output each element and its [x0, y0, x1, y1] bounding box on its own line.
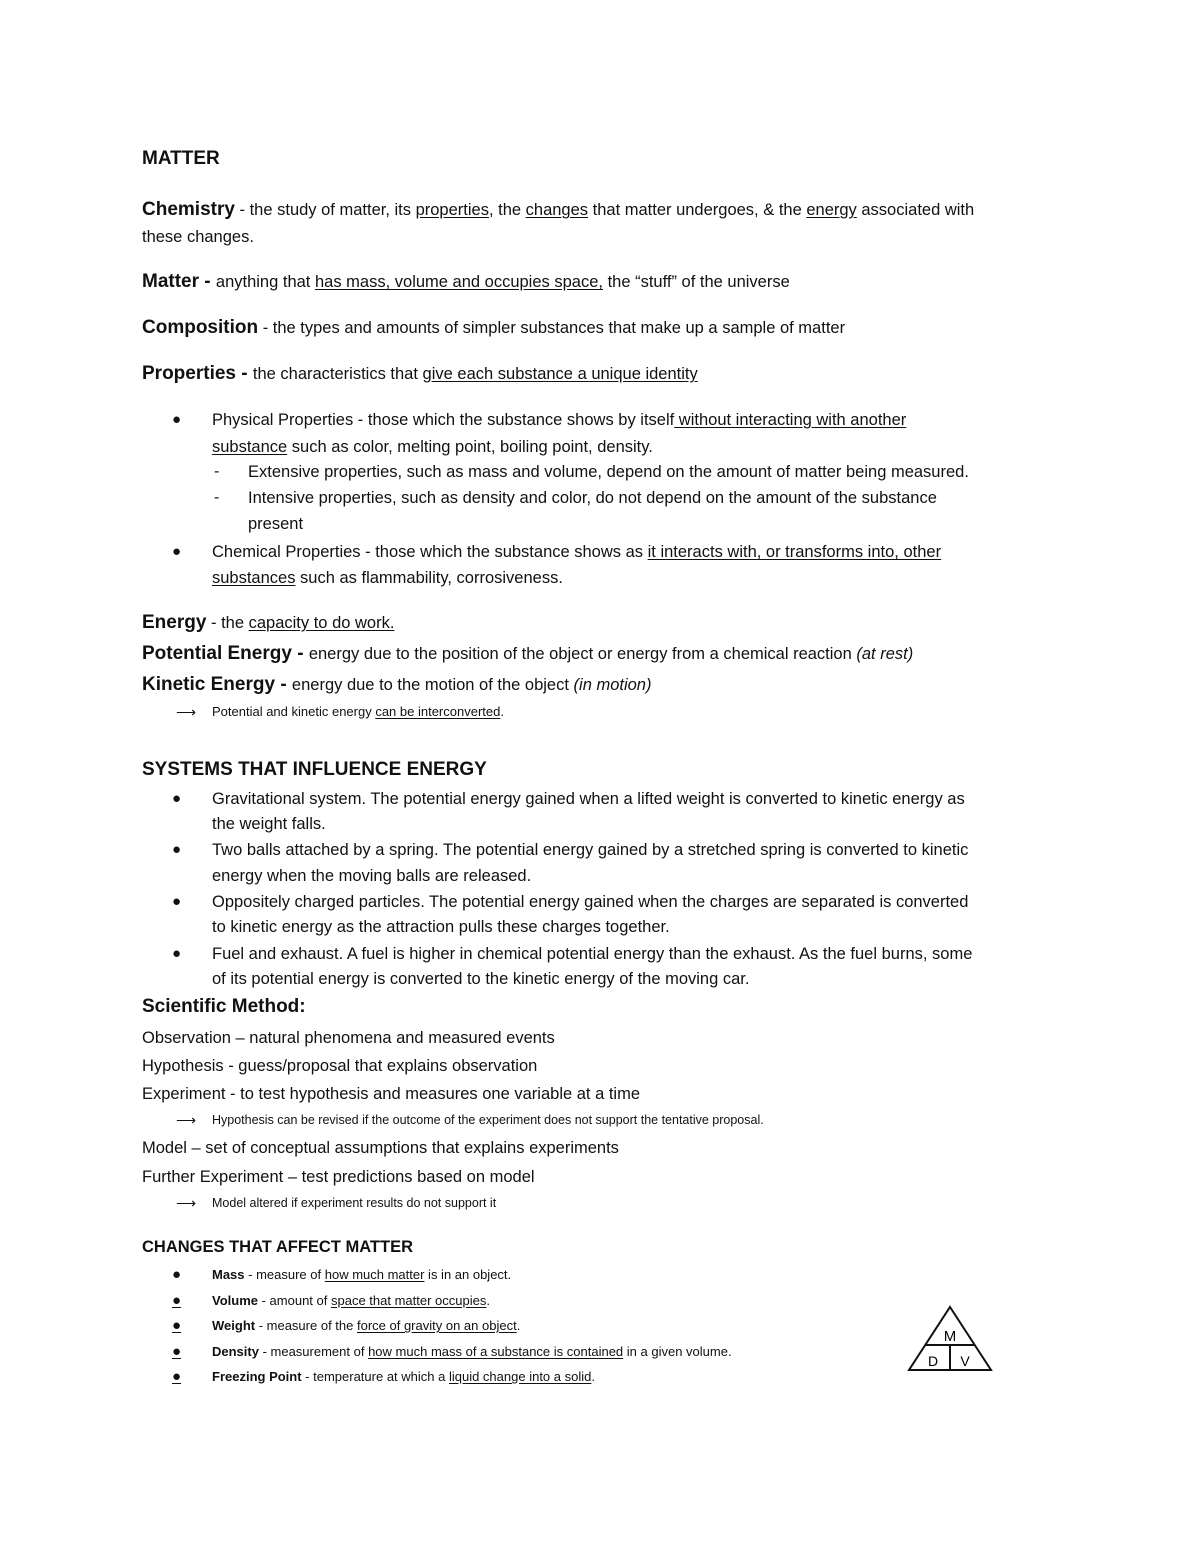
systems-heading: SYSTEMS THAT INFLUENCE ENERGY — [142, 759, 487, 780]
bullet-icon: ● — [172, 1343, 182, 1360]
physical-properties-line2: substance such as color, melting point, boiling point, density. — [212, 438, 653, 456]
scientific-method-heading: Scientific Method: — [142, 996, 306, 1017]
matter-definition: Matter - anything that has mass, volume and occupies space, the “stuff” of the universe — [142, 271, 790, 292]
bullet-icon: ● — [172, 411, 182, 428]
system-spring: Two balls attached by a spring. The potential energy gained by a stretched spring is converted to kinetic — [212, 841, 969, 859]
arrow-right-icon: ⟶ — [176, 1112, 197, 1128]
triangle-volume-label: V — [960, 1353, 970, 1369]
change-weight: Weight - measure of the force of gravity on an object. — [212, 1318, 521, 1333]
change-mass: Mass - measure of how much matter is in an object. — [212, 1267, 512, 1282]
change-freezing-point: Freezing Point - temperature at which a liquid change into a solid. — [212, 1369, 595, 1384]
composition-definition: Composition - the types and amounts of simpler substances that make up a sample of matter — [142, 317, 846, 338]
extensive-properties: Extensive properties, such as mass and volume, depend on the amount of matter being measured. — [248, 463, 969, 481]
potential-energy-definition: Potential Energy - energy due to the position of the object or energy from a chemical reaction (at rest) — [142, 643, 914, 664]
bullet-icon: ● — [172, 893, 182, 910]
method-model-note: Model altered if experiment results do not support it — [212, 1196, 497, 1210]
system-fuel-exhaust-line2: of its potential energy is converted to the kinetic energy of the moving car. — [212, 970, 750, 988]
method-further-experiment: Further Experiment – test predictions based on model — [142, 1168, 535, 1186]
bullet-icon: ● — [172, 945, 182, 962]
intensive-properties: Intensive properties, such as density and color, do not depend on the amount of the substance — [248, 489, 937, 507]
changes-heading: CHANGES THAT AFFECT MATTER — [142, 1238, 414, 1256]
bullet-icon: ● — [172, 1317, 182, 1334]
method-hypothesis-note: Hypothesis can be revised if the outcome of the experiment does not support the tentative proposal. — [212, 1113, 764, 1127]
kinetic-energy-definition: Kinetic Energy - energy due to the motion of the object (in motion) — [142, 674, 652, 695]
method-observation: Observation – natural phenomena and measured events — [142, 1029, 555, 1047]
bullet-icon: ● — [172, 1292, 182, 1309]
bullet-icon: ● — [172, 790, 182, 807]
system-gravitational: Gravitational system. The potential energy gained when a lifted weight is converted to kinetic energy as — [212, 790, 965, 808]
system-gravitational-line2: the weight falls. — [212, 815, 326, 833]
physical-properties: Physical Properties - those which the substance shows by itself without interacting with another — [212, 411, 907, 429]
method-hypothesis: Hypothesis - guess/proposal that explains observation — [142, 1057, 538, 1075]
system-charged-particles: Oppositely charged particles. The potential energy gained when the charges are separated is converted — [212, 893, 969, 911]
change-density: Density - measurement of how much mass of a substance is contained in a given volume. — [212, 1344, 732, 1359]
dash-icon: - — [214, 489, 220, 506]
chemistry-definition-line2: these changes. — [142, 228, 254, 246]
chemical-properties-line2: substances such as flammability, corrosiveness. — [212, 569, 563, 587]
bullet-icon: ● — [172, 1368, 182, 1385]
system-spring-line2: energy when the moving balls are released. — [212, 867, 532, 885]
interconvert-note: Potential and kinetic energy can be interconverted. — [212, 704, 504, 719]
arrow-right-icon: ⟶ — [176, 704, 197, 720]
system-charged-particles-line2: to kinetic energy as the attraction pulls these charges together. — [212, 918, 670, 936]
triangle-density-label: D — [927, 1353, 939, 1369]
properties-definition: Properties - the characteristics that give each substance a unique identity — [142, 363, 698, 384]
bullet-icon: ● — [172, 841, 182, 858]
arrow-right-icon: ⟶ — [176, 1195, 197, 1211]
change-volume: Volume - amount of space that matter occupies. — [212, 1293, 490, 1308]
page-title: MATTER — [142, 148, 220, 169]
dash-icon: - — [214, 463, 220, 480]
method-model: Model – set of conceptual assumptions that explains experiments — [142, 1139, 619, 1157]
system-fuel-exhaust: Fuel and exhaust. A fuel is higher in chemical potential energy than the exhaust. As the fuel burns, some — [212, 945, 973, 963]
chemistry-definition: Chemistry - the study of matter, its properties, the changes that matter undergoes, & the energy associated with — [142, 199, 975, 220]
density-triangle-diagram — [905, 1305, 995, 1373]
method-experiment: Experiment - to test hypothesis and measures one variable at a time — [142, 1085, 641, 1103]
triangle-mass-label: M — [943, 1328, 957, 1345]
energy-definition: Energy - the capacity to do work. — [142, 612, 395, 633]
bullet-icon: ● — [172, 543, 182, 560]
chemical-properties: Chemical Properties - those which the substance shows as it interacts with, or transforms into, other — [212, 543, 942, 561]
intensive-properties-line2: present — [248, 515, 304, 533]
bullet-icon: ● — [172, 1266, 182, 1283]
